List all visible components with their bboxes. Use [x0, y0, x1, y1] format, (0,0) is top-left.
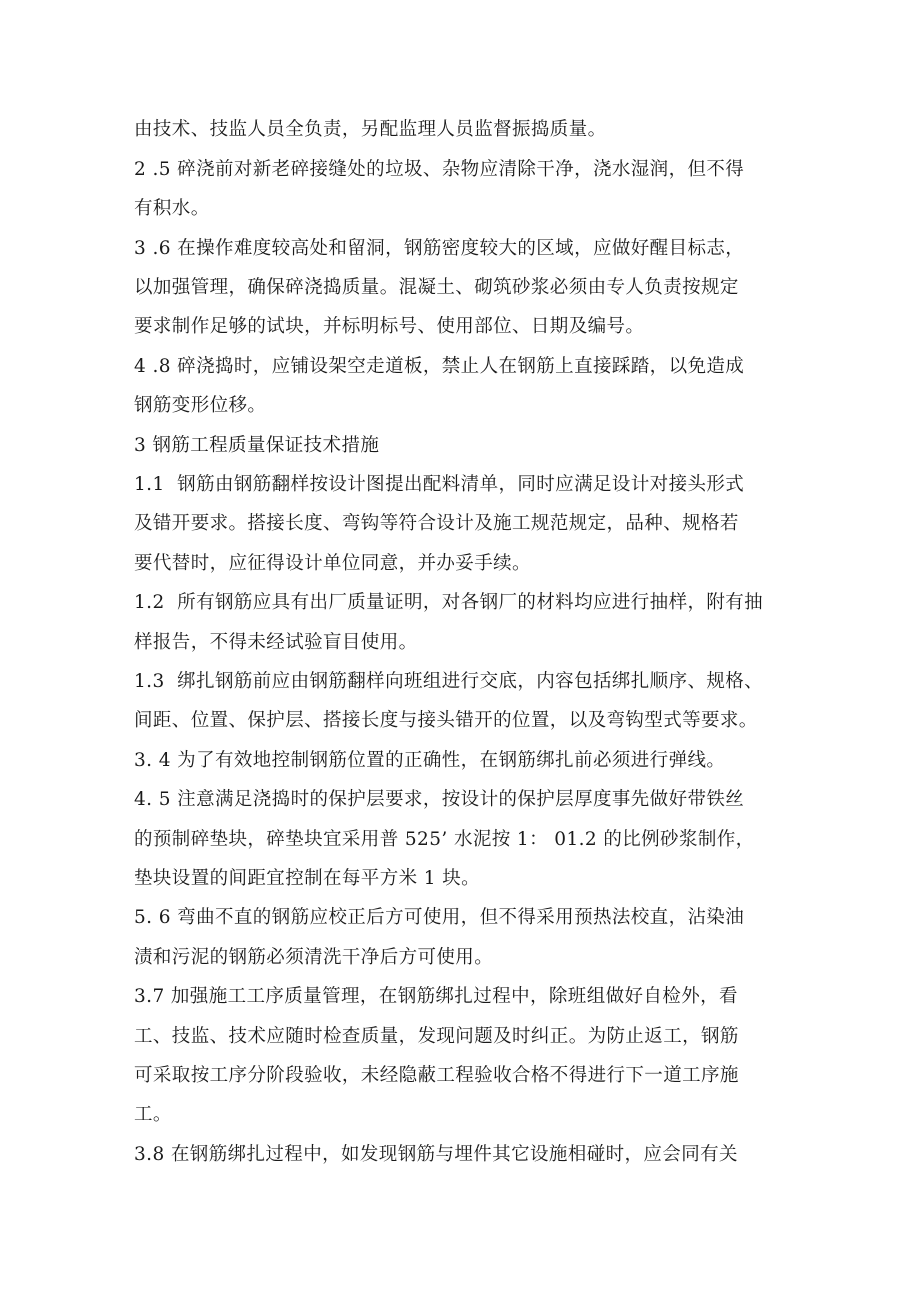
text-line: 3. 4 为了有效地控制钢筋位置的正确性，在钢筋绑扎前必须进行弹线。 [134, 750, 726, 771]
text-line: 可采取按工序分阶段验收，未经隐蔽工程验收合格不得进行下一道工序施 [134, 1065, 739, 1086]
text-line: 有积水。 [134, 198, 210, 219]
text-line: 3 .6 在操作难度较高处和留洞，钢筋密度较大的区域，应做好醒目标志， [134, 238, 745, 259]
text-line: 及错开要求。搭接长度、弯钩等符合设计及施工规范规定，品种、规格若 [134, 513, 739, 534]
text-line: 要求制作足够的试块，并标明标号、使用部位、日期及编号。 [134, 316, 645, 337]
text-line: 5. 6 弯曲不直的钢筋应校正后方可使用，但不得采用预热法校直，沾染油 [134, 907, 745, 928]
text-line: 由技术、技监人员全负责，另配监理人员监督振捣质量。 [134, 119, 607, 140]
text-line: 工。 [134, 1104, 172, 1125]
text-line: 垫块设置的间距宜控制在每平方米 1 块。 [134, 868, 481, 889]
text-line: 1.3 绑扎钢筋前应由钢筋翻样向班组进行交底，内容包括绑扎顺序、规格、 [134, 671, 764, 692]
text-line: 4 .8 碎浇捣时，应铺设架空走道板，禁止人在钢筋上直接踩踏，以免造成 [134, 356, 745, 377]
text-line: 要代替时，应征得设计单位同意，并办妥手续。 [134, 553, 531, 574]
section-heading: 3 钢筋工程质量保证技术措施 [134, 435, 380, 456]
text-line: 以加强管理，确保碎浇捣质量。混凝土、砌筑砂浆必须由专人负责按规定 [134, 277, 739, 298]
text-line: 渍和污泥的钢筋必须清洗干净后方可使用。 [134, 947, 494, 968]
text-line: 钢筋变形位移。 [134, 395, 267, 416]
text-line: 工、技监、技术应随时检查质量，发现问题及时纠正。为防止返工，钢筋 [134, 1026, 739, 1047]
text-line: 1.1 钢筋由钢筋翻样按设计图提出配料清单，同时应满足设计对接头形式 [134, 474, 745, 495]
text-line: 4. 5 注意满足浇捣时的保护层要求，按设计的保护层厚度事先做好带铁丝 [134, 789, 745, 810]
text-line: 间距、位置、保护层、搭接长度与接头错开的位置，以及弯钩型式等要求。 [134, 710, 758, 731]
text-line: 1.2 所有钢筋应具有出厂质量证明，对各钢厂的材料均应进行抽样，附有抽 [134, 592, 764, 613]
text-line: 2 .5 碎浇前对新老碎接缝处的垃圾、杂物应清除干净，浇水湿润，但不得 [134, 159, 745, 180]
text-line: 的预制碎垫块，碎垫块宜采用普 525’ 水泥按 1： 01.2 的比例砂浆制作， [134, 829, 755, 850]
text-line: 样报告，不得未经试验盲目使用。 [134, 632, 418, 653]
text-line: 3.7 加强施工工序质量管理，在钢筋绑扎过程中，除班组做好自检外，看 [134, 986, 738, 1007]
text-line: 3.8 在钢筋绑扎过程中，如发现钢筋与埋件其它设施相碰时，应会同有关 [134, 1144, 738, 1165]
